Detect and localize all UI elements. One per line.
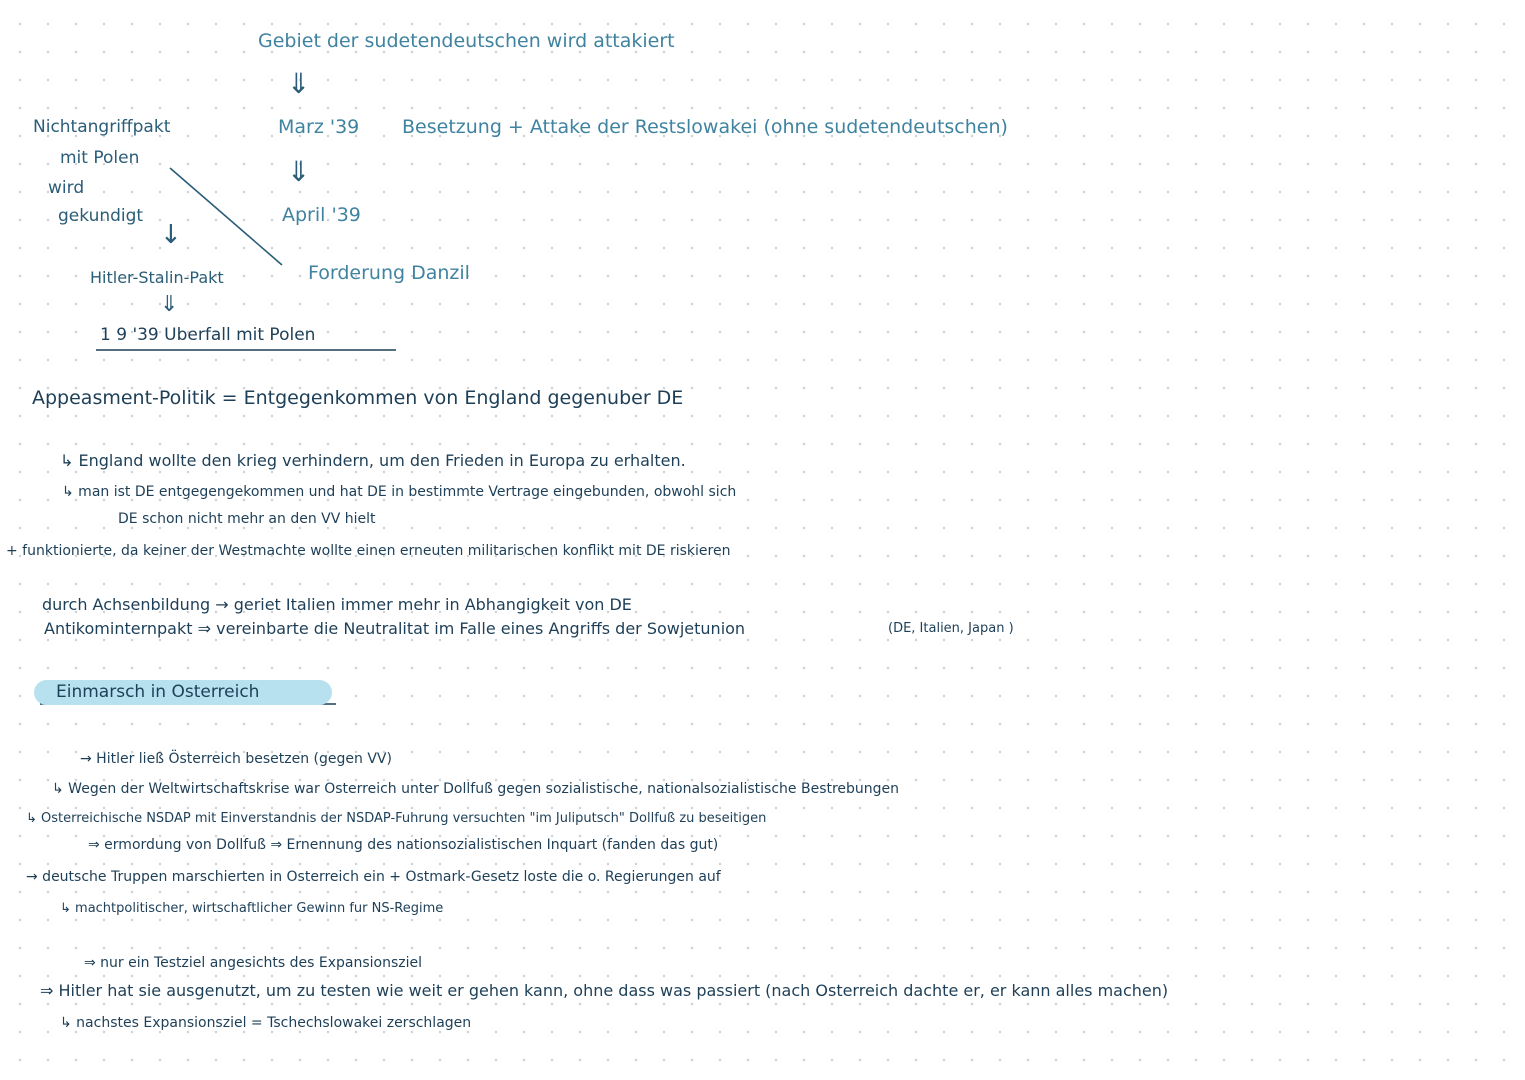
besetzung-text: Besetzung + Attake der Restslowakei (ohne sudetendeutschen) xyxy=(402,116,1008,138)
oesterreich-line1: → Hitler ließ Österreich besetzen (gegen VV) xyxy=(80,751,392,767)
ueberfall-text: 1 9 '39 Uberfall mit Polen xyxy=(100,325,316,345)
nichtangriff-line1: Nichtangriffpakt xyxy=(33,117,171,137)
oesterreich-line2: ↳ Wegen der Weltwirtschaftskrise war Osterreich unter Dollfuß gegen sozialistische, nationalsozialistische Bestrebungen xyxy=(52,781,900,797)
oesterreich-line4: ⇒ ermordung von Dollfuß ⇒ Ernennung des nationsozialistischen Inquart (fanden das gut) xyxy=(88,837,719,853)
diagonal-line xyxy=(170,168,282,265)
appeasement-heading: Appeasment-Politik = Entgegenkommen von England gegenuber DE xyxy=(32,387,684,409)
double-arrow-down-2: ⇓ xyxy=(287,155,311,188)
double-arrow-down-3: ⇓ xyxy=(160,292,179,317)
appeasement-line4: + funktionierte, da keiner der Westmachte wollte einen erneuten militarischen konflikt mit DE riskieren xyxy=(6,543,731,559)
antikomintern-countries: (DE, Italien, Japan ) xyxy=(888,621,1014,636)
oesterreich-line3: ↳ Osterreichische NSDAP mit Einverstandnis der NSDAP-Fuhrung versuchten "im Juliputsch" Dollfuß zu beseitigen xyxy=(26,811,767,826)
gebiet-text: Gebiet der sudetendeutschen wird attakiert xyxy=(258,30,675,52)
appeasement-line2: ↳ man ist DE entgegengekommen und hat DE in bestimmte Vertrage eingebunden, obwohl sich xyxy=(62,484,737,500)
oesterreich-heading: Einmarsch in Osterreich xyxy=(56,682,260,702)
oesterreich-line5: → deutsche Truppen marschierten in Osterreich ein + Ostmark-Gesetz loste die o. Regierungen auf xyxy=(26,869,721,885)
appeasement-line3: DE schon nicht mehr an den VV hielt xyxy=(118,511,376,527)
oesterreich-line7: ⇒ nur ein Testziel angesichts des Expansionsziel xyxy=(84,955,423,971)
double-arrow-down-1: ⇓ xyxy=(287,67,311,100)
nichtangriff-line4: gekundigt xyxy=(58,206,144,226)
nichtangriff-line2: mit Polen xyxy=(60,148,140,168)
maerz-text: Marz '39 xyxy=(278,116,360,138)
oesterreich-line9: ↳ nachstes Expansionsziel = Tschechslowakei zerschlagen xyxy=(60,1015,472,1031)
arrow-down-small: ↓ xyxy=(160,220,182,250)
hitler-stalin-text: Hitler-Stalin-Pakt xyxy=(90,268,224,287)
antikomintern-line: Antikominternpakt ⇒ vereinbarte die Neutralitat im Falle eines Angriffs der Sowjetunion xyxy=(44,619,746,638)
appeasement-line1: ↳ England wollte den krieg verhindern, um den Frieden in Europa zu erhalten. xyxy=(60,451,686,470)
achsenbildung-line: durch Achsenbildung → geriet Italien immer mehr in Abhangigkeit von DE xyxy=(42,595,632,614)
april-text: April '39 xyxy=(282,204,361,226)
oesterreich-line8: ⇒ Hitler hat sie ausgenutzt, um zu testen wie weit er gehen kann, ohne dass was passiert (nach Osterreich dachte er, er kann alles machen) xyxy=(40,981,1169,1000)
oesterreich-line6: ↳ machtpolitischer, wirtschaftlicher Gewinn fur NS-Regime xyxy=(60,901,444,916)
nichtangriff-line3: wird xyxy=(48,178,85,198)
forderung-text: Forderung Danzil xyxy=(308,262,470,284)
